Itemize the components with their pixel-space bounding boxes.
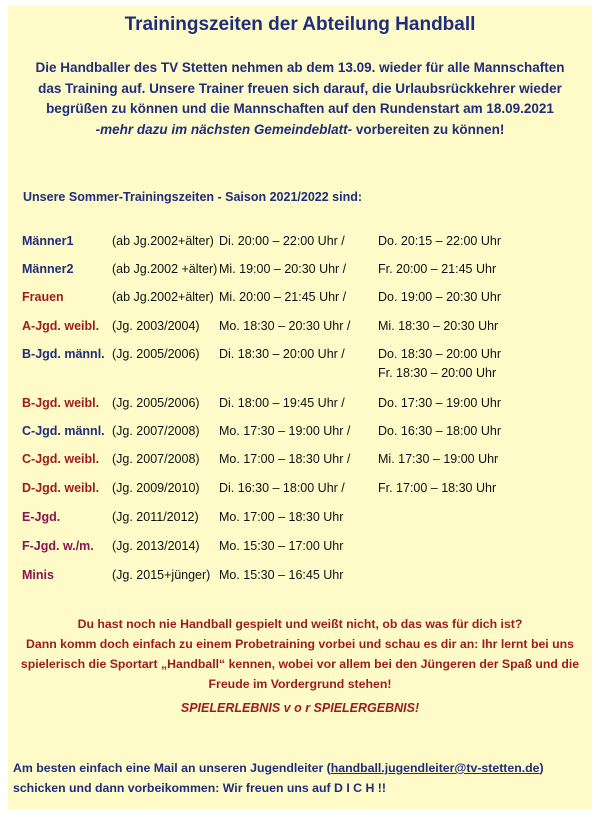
contact-line-2: schicken und dann vorbeikommen: Wir freuen uns auf D I C H !!	[13, 781, 386, 795]
age-group: (Jg. 2005/2006)	[112, 347, 200, 361]
invitation-line: Du hast noch nie Handball gespielt und weißt nicht, ob das was für dich ist?	[77, 617, 523, 631]
schedule-row	[8, 347, 592, 380]
intro-line-rest: vorbereiten zu können!	[352, 121, 505, 137]
team-name: Männer2	[22, 262, 74, 276]
age-group: (Jg. 2011/2012)	[112, 510, 199, 524]
schedule-row	[8, 510, 592, 528]
training-time-1: Mo. 18:30 – 20:30 Uhr /	[219, 319, 351, 333]
team-name: F-Jgd. w./m.	[22, 539, 94, 553]
page-title: Trainingszeiten der Abteilung Handball	[124, 14, 476, 35]
intro-line	[8, 120, 592, 141]
age-group: (ab Jg.2002+älter)	[112, 234, 214, 248]
intro-line: Die Handballer des TV Stetten nehmen ab dem 13.09. wieder für alle Mannschaften	[35, 60, 565, 75]
age-group: (Jg. 2015+jünger)	[112, 568, 211, 582]
training-time-1: Mo. 15:30 – 17:00 Uhr	[219, 539, 344, 553]
schedule-row	[8, 568, 592, 586]
age-group: (ab Jg.2002+älter)	[112, 290, 214, 304]
training-time-1: Mo. 17:00 – 18:30 Uhr	[219, 510, 344, 524]
slogan: SPIELERLEBNIS v o r SPIELERGEBNIS!	[180, 701, 420, 715]
training-time-1: Di. 18:00 – 19:45 Uhr /	[219, 396, 345, 410]
team-name: E-Jgd.	[22, 510, 61, 524]
training-time-1: Mi. 19:00 – 20:30 Uhr /	[219, 262, 347, 276]
invitation-line: spielerisch die Sportart „Handball“ kennen, wobei vor allem bei den Jüngeren der Spaß und die	[20, 657, 580, 671]
training-time-2: Fr. 20:00 – 21:45 Uhr	[378, 262, 497, 276]
team-name: Frauen	[22, 290, 64, 304]
team-name: C-Jgd. weibl.	[22, 452, 100, 466]
age-group: (Jg. 2007/2008)	[112, 424, 200, 438]
intro-italic-text: -mehr dazu im nächsten Gemeindeblatt-	[95, 121, 353, 137]
age-group: (Jg. 2009/2010)	[112, 481, 200, 495]
invitation-paragraph	[8, 614, 592, 694]
team-name: D-Jgd. weibl.	[22, 481, 100, 495]
training-time-1: Mo. 17:30 – 19:00 Uhr /	[219, 424, 351, 438]
schedule-row	[8, 262, 592, 280]
training-time-2: Fr. 17:00 – 18:30 Uhr	[378, 481, 497, 495]
schedule-row	[8, 319, 592, 337]
age-group: (Jg. 2013/2014)	[112, 539, 200, 553]
training-time-1: Di. 16:30 – 18:00 Uhr /	[219, 481, 345, 495]
invitation-line: Dann komm doch einfach zu einem Probetraining vorbei und schau es dir an: Ihr lernt bei uns	[26, 637, 574, 651]
training-time-1: Mo. 17:00 – 18:30 Uhr /	[219, 452, 351, 466]
training-time-2: Mi. 18:30 – 20:30 Uhr	[378, 319, 499, 333]
age-group: (ab Jg.2002 +älter)	[112, 262, 218, 276]
team-name: B-Jgd. männl.	[22, 347, 105, 361]
schedule-row	[8, 452, 592, 470]
team-name: Männer1	[22, 234, 74, 248]
team-name: Minis	[22, 568, 54, 582]
team-name: B-Jgd. weibl.	[22, 396, 100, 410]
training-time-2: Do. 17:30 – 19:00 Uhr	[378, 396, 501, 410]
training-time-2: Do. 20:15 – 22:00 Uhr	[378, 234, 501, 248]
team-name: C-Jgd. männl.	[22, 424, 105, 438]
contact-footer	[13, 758, 588, 798]
invitation-line: Freude im Vordergrund stehen!	[208, 677, 392, 691]
training-time-2: Do. 16:30 – 18:00 Uhr	[378, 424, 501, 438]
age-group: (Jg. 2007/2008)	[112, 452, 200, 466]
training-time-2: Do. 19:00 – 20:30 Uhr	[378, 290, 501, 304]
age-group: (Jg. 2005/2006)	[112, 396, 200, 410]
schedule-subtitle: Unsere Sommer-Trainingszeiten - Saison 2021/2022 sind:	[23, 190, 363, 204]
intro-line: das Training auf. Unsere Trainer freuen sich darauf, die Urlaubsrückkehrer wieder	[38, 80, 562, 96]
schedule-row	[8, 396, 592, 414]
schedule-row	[8, 290, 592, 308]
age-group: (Jg. 2003/2004)	[112, 319, 200, 333]
team-name: A-Jgd. weibl.	[22, 319, 100, 333]
email-link[interactable]: handball.jugendleiter@tv-stetten.de	[330, 761, 540, 775]
training-time-3: Fr. 18:30 – 20:00 Uhr	[378, 366, 497, 380]
intro-line: begrüßen zu können und die Mannschaften auf den Rundenstart am 18.09.2021	[46, 101, 554, 116]
schedule-row	[8, 424, 592, 442]
intro-paragraph	[8, 58, 592, 140]
schedule-row	[8, 234, 592, 252]
contact-text-end: )	[539, 761, 544, 775]
contact-text: Am besten einfach eine Mail an unseren Jugendleiter (	[13, 761, 331, 775]
schedule-row	[8, 481, 592, 499]
training-time-1: Mi. 20:00 – 21:45 Uhr /	[219, 290, 347, 304]
training-time-1: Mo. 15:30 – 16:45 Uhr	[219, 568, 344, 582]
training-time-1: Di. 18:30 – 20:00 Uhr /	[219, 347, 345, 361]
schedule-row	[8, 539, 592, 557]
training-time-2: Mi. 17:30 – 19:00 Uhr	[378, 452, 499, 466]
training-time-2: Do. 18:30 – 20:00 Uhr	[378, 347, 501, 361]
flyer-sheet	[8, 6, 592, 809]
training-time-1: Di. 20:00 – 22:00 Uhr /	[219, 234, 345, 248]
contact-line	[13, 758, 588, 778]
